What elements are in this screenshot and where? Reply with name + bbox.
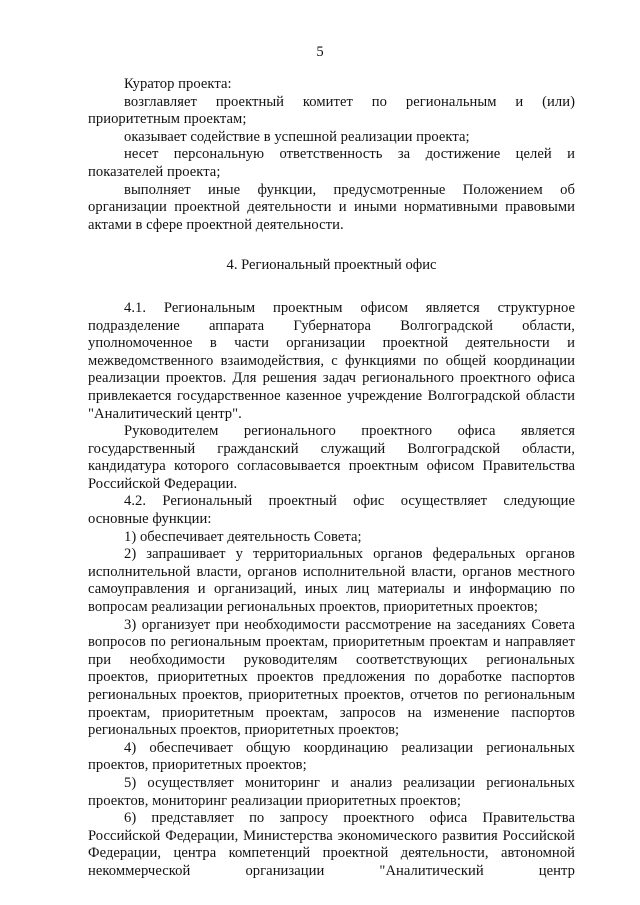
document-body [88, 76, 575, 881]
paragraph-curator-intro: Куратор проекта: [124, 76, 232, 92]
list-item-3: 3) организует при необходимости рассмотрение на заседаниях Совета вопросов по региональным проектам, приоритетным проектам и направляет при необходимости руководителям соответствующих региональных проектов, приоритетных проектов предложения по доработке паспортов региональных проектов, приоритетных проектов, отчетов по региональным проектам, приоритетным проектам, запросов на изменение паспортов региональных проектов, приоритетных проектов; [88, 616, 575, 739]
paragraph-4-2: 4.2. Региональный проектный офис осуществляет следующие основные функции: [88, 493, 575, 528]
paragraph-4-1: 4.1. Региональным проектным офисом является структурное подразделение аппарата Губернатора Волгоградской области, уполномоченное в части организации проектной деятельности и межведомственного взаимодействия, с функциями по общей координации реализации проектов. Для решения задач регионального проектного офиса привлекается государственное казенное учреждение Волгоградской области "Аналитический центр". [88, 299, 575, 422]
paragraph-curator-duty-1: возглавляет проектный комитет по региональным и (или) приоритетным проектам; [88, 93, 575, 128]
list-item-6: 6) представляет по запросу проектного офиса Правительства Российской Федерации, Министерства экономического развития Российской Федерации, центра компетенций проектной деятельности, автономной некоммерческой организации "Аналитический центр [88, 810, 575, 879]
paragraph-curator-duty-2: оказывает содействие в успешной реализации проекта; [124, 128, 470, 145]
paragraph-curator-duty-3: несет персональную ответственность за достижение целей и показателей проекта; [88, 146, 575, 180]
list-item-4: 4) обеспечивает общую координацию реализации региональных проектов, приоритетных проектов; [88, 739, 575, 774]
list-item-5: 5) осуществляет мониторинг и анализ реализации региональных проектов, мониторинг реализации приоритетных проектов; [88, 774, 575, 809]
list-item-2: 2) запрашивает у территориальных органов федеральных органов исполнительной власти, органов исполнительной власти, органов местного самоуправления и организаций, иных лиц материалы и информацию по вопросам реализации региональных проектов, приоритетных проектов; [88, 546, 575, 616]
paragraph-head-of-office: Руководителем регионального проектного офиса является государственный гражданский служащий Волгоградской области, кандидатура которого согласовывается проектным офисом Правительства Российской Федерации. [88, 423, 575, 492]
paragraph-curator-duty-4: выполняет иные функции, предусмотренные Положением об организации проектной деятельности и иными нормативными правовыми актами в сфере проектной деятельности. [88, 181, 575, 233]
list-item-1: 1) обеспечивает деятельность Совета; [124, 528, 362, 545]
section-heading: 4. Региональный проектный офис [226, 257, 437, 274]
page-number: 5 [316, 44, 324, 60]
